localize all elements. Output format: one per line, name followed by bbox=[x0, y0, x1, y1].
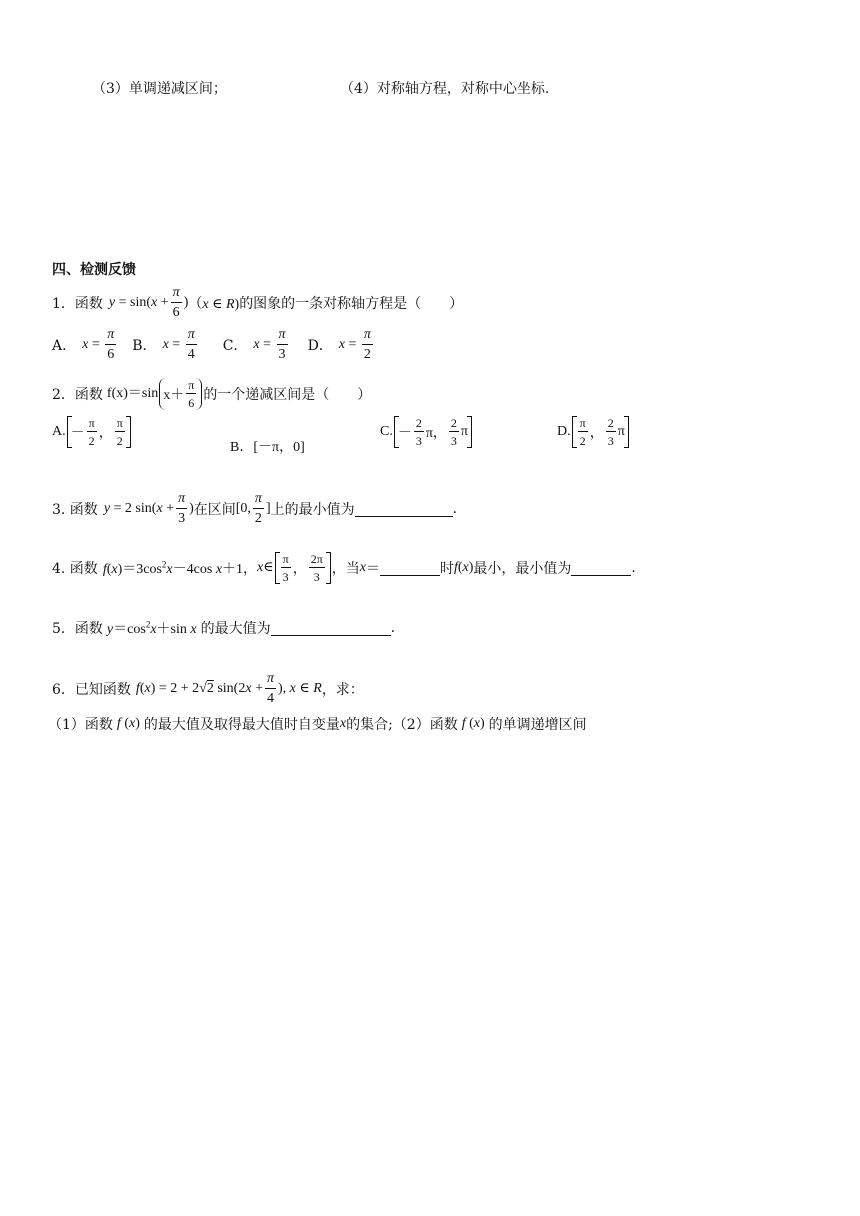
q1-option-d-label: D． bbox=[307, 338, 333, 354]
q6-formula: f(x) = 2 + 2√2 sin(2x + $\frac{\pi}{4}$ ), x ∈ R bbox=[135, 671, 322, 706]
question-4: 4. 函数 $f(x)=3\cos^2x-4\cos$ x＋1 ， x∈ $\frac{\pi}{3}$ ， $\frac{2\pi}{3}$ ，当 x ＝ 时 f (x) 最小，最小值为 . bbox=[52, 552, 636, 584]
q4-min-blank[interactable] bbox=[571, 561, 631, 576]
q3-number: 3. 函数 bbox=[52, 502, 98, 518]
q4-when: 时 bbox=[439, 561, 454, 577]
q6-number: 6．已知函数 bbox=[52, 682, 131, 698]
q2-option-c-label: C. bbox=[380, 424, 393, 439]
q6-sub1-tail: 的最大值及取得最大值时自变量 bbox=[143, 717, 340, 733]
q1-option-a: x = $\frac{\pi}{6}$ bbox=[82, 327, 115, 362]
q1-domain: （x ∈ R) bbox=[188, 297, 240, 312]
q4-domain: x∈ $\frac{\pi}{3}$ ， $\frac{2\pi}{3}$ bbox=[257, 552, 332, 584]
q5-answer-blank[interactable] bbox=[271, 621, 391, 636]
q5-formula: $y=\cos^2x+\sin$ x bbox=[106, 619, 197, 637]
q5-end: . bbox=[390, 620, 396, 636]
section-title: 四、检测反馈 bbox=[52, 262, 136, 278]
q6-fx-2: f (x) bbox=[461, 716, 485, 731]
q4-var: x bbox=[359, 560, 366, 575]
q3-answer-blank[interactable] bbox=[355, 502, 453, 517]
q2-formula: f(x)＝sin x＋ $\frac{\pi}{6}$ bbox=[107, 378, 203, 410]
q1-option-c-label: C． bbox=[222, 338, 248, 354]
part-3-text: （3）单调递减区间； bbox=[92, 81, 227, 97]
q4-x-blank[interactable] bbox=[380, 561, 440, 576]
q4-min-text: 最小，最小值为 bbox=[473, 561, 572, 577]
q1-formula: y = sin(x + $\frac{\pi}{6}$ ) bbox=[108, 285, 189, 320]
q6-fx-1: f (x) bbox=[116, 716, 140, 731]
q1-option-b: x = $\frac{\pi}{4}$ bbox=[162, 327, 195, 362]
q2-option-d-label: D. bbox=[557, 424, 571, 439]
q4-when-label: ，当 bbox=[331, 561, 360, 577]
q1-options bbox=[52, 328, 375, 362]
q2-option-d: D. $\frac{\pi}{2}$ ， $\frac{2}{3}$ π bbox=[557, 416, 630, 448]
question-1 bbox=[52, 286, 463, 320]
question-5 bbox=[52, 618, 395, 638]
q4-fx: f bbox=[453, 560, 458, 575]
q2-option-a: A. － $\frac{\pi}{2}$ ， $\frac{\pi}{2}$ bbox=[52, 416, 132, 448]
q2-option-b: B．[－π，0] bbox=[230, 440, 305, 455]
q4-eq: ＝ bbox=[365, 561, 380, 577]
q4-comma: ， bbox=[243, 561, 258, 577]
q4-number: 4. 函数 bbox=[52, 561, 98, 577]
q3-end: . bbox=[452, 501, 458, 517]
q3-formula: y = 2 sin(x + $\frac{\pi}{3}$ ) bbox=[103, 491, 194, 526]
q2-option-a-label: A. bbox=[52, 424, 66, 439]
part-4-text: （4）对称轴方程，对称中心坐标. bbox=[340, 81, 550, 97]
q2-number: 2．函数 bbox=[52, 387, 103, 403]
q1-tail: 的图象的一条对称轴方程是（ ） bbox=[239, 296, 464, 312]
q2-tail: 的一个递减区间是（ ） bbox=[203, 387, 372, 403]
q1-number: 1．函数 bbox=[52, 296, 103, 312]
q6-subquestions bbox=[48, 714, 587, 734]
q5-tail: 的最大值为 bbox=[200, 621, 271, 637]
q5-number: 5．函数 bbox=[52, 621, 103, 637]
question-6 bbox=[52, 672, 364, 706]
q3-tail: 上的最小值为 bbox=[270, 502, 355, 518]
q3-interval: [0, $\frac{\pi}{2}$ ] bbox=[235, 491, 271, 526]
q4-end: . bbox=[631, 560, 636, 576]
q1-option-d: x = $\frac{\pi}{2}$ bbox=[338, 327, 371, 362]
q1-option-c: x = $\frac{\pi}{3}$ bbox=[253, 327, 286, 362]
question-2 bbox=[52, 378, 371, 410]
q3-middle: 在区间 bbox=[193, 502, 236, 518]
q4-formula: $f(x)=3\cos^2x-4\cos$ x＋1 bbox=[102, 559, 244, 577]
q1-option-a-label: A． bbox=[52, 338, 77, 354]
q1-option-b-label: B． bbox=[132, 338, 157, 354]
q6-sub1: （1）函数 bbox=[48, 717, 113, 733]
question-3 bbox=[52, 492, 457, 526]
q6-sub1-end: 的集合;（2）函数 bbox=[346, 717, 458, 733]
q6-var-x: x bbox=[339, 716, 347, 731]
q2-option-c: C. － $\frac{2}{3}$ π， $\frac{2}{3}$ π bbox=[380, 416, 473, 448]
q6-sub2-tail: 的单调递增区间 bbox=[488, 717, 587, 733]
q6-tail: ，求： bbox=[321, 682, 364, 698]
